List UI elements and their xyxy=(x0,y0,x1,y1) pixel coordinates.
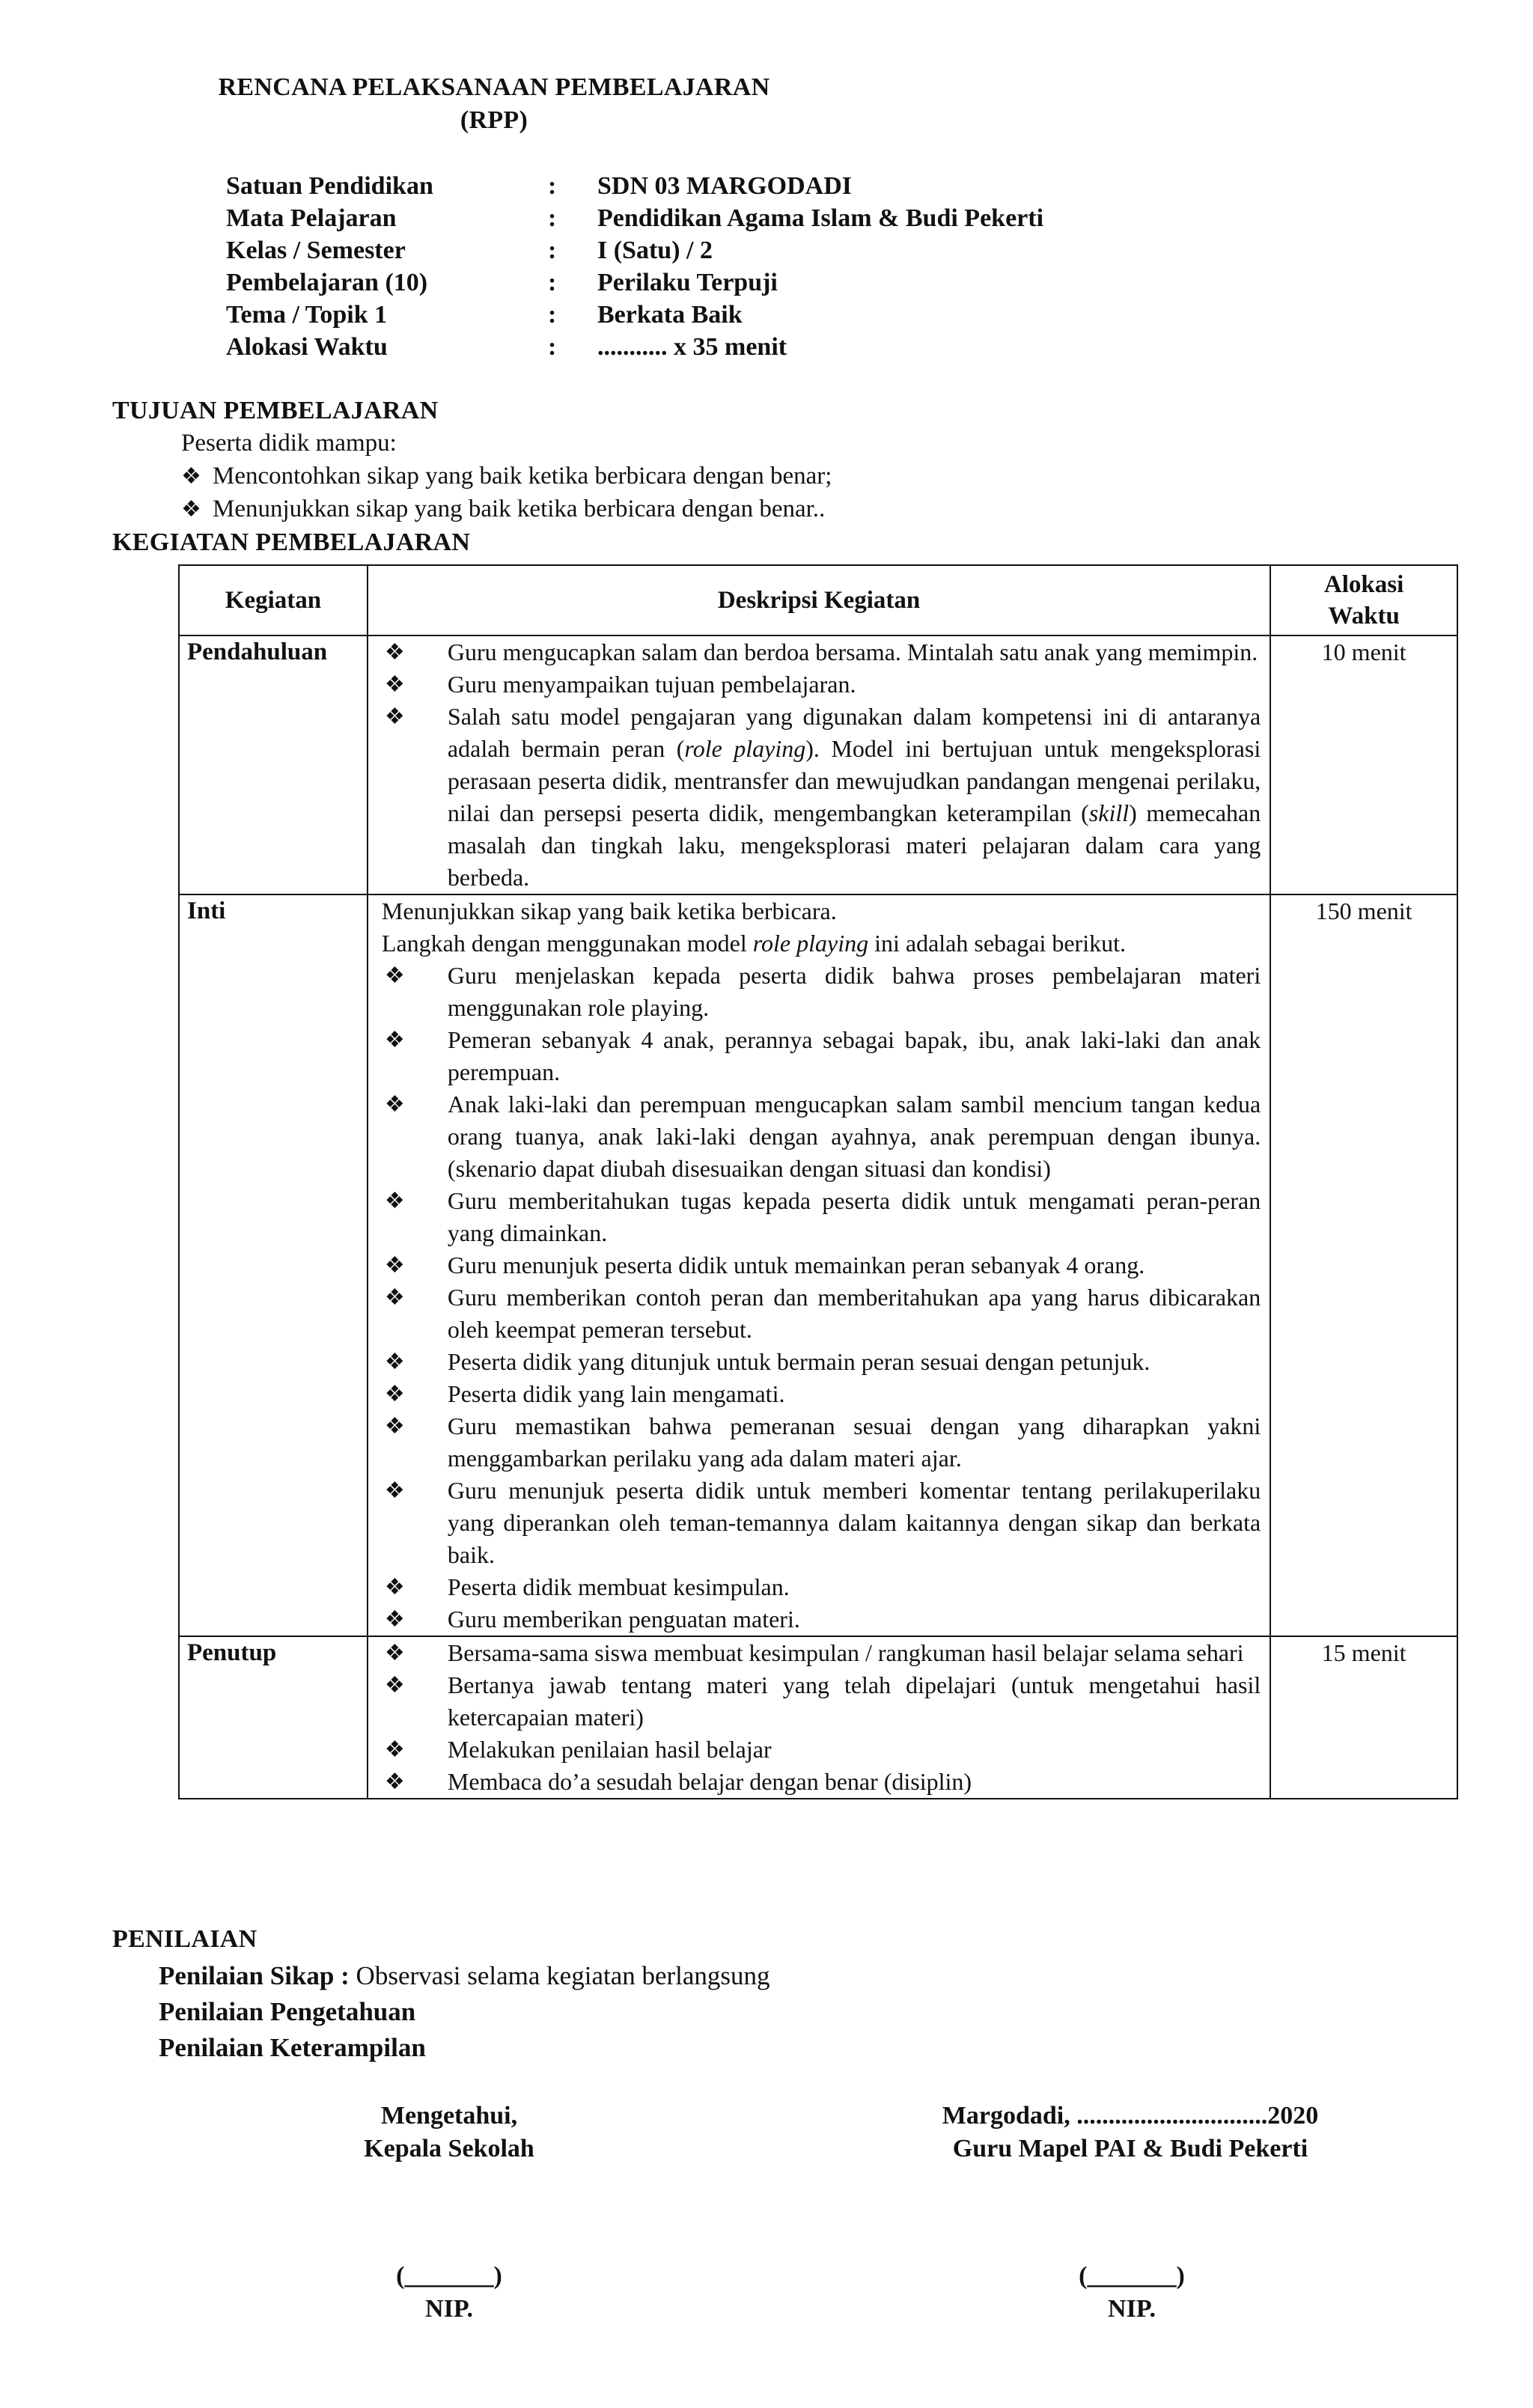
list-item-text: Guru menunjuk peserta didik untuk memainkan peran sebanyak 4 orang. xyxy=(447,1252,1145,1278)
inti-intro: Menunjukkan sikap yang baik ketika berbicara. xyxy=(381,897,837,924)
list-item xyxy=(382,668,1261,701)
list-item-text: Guru memberikan contoh peran dan memberitahukan apa yang harus dibicarakan oleh keempat pemeran tersebut. xyxy=(447,1284,1261,1343)
identity-value: Perilaku Terpuji xyxy=(597,269,778,296)
column-header-kegiatan: Kegiatan xyxy=(179,565,368,635)
list-item xyxy=(382,1766,1261,1798)
tujuan-intro: Peserta didik mampu: xyxy=(181,430,397,457)
diamond-bullet-icon: ❖ xyxy=(384,1575,405,1600)
list-item-text: Bertanya jawab tentang materi yang telah dipelajari (untuk mengetahui hasil ketercapaian materi) xyxy=(447,1671,1261,1731)
diamond-bullet-icon: ❖ xyxy=(384,1285,405,1310)
penilaian-sikap xyxy=(159,1961,770,1991)
list-item-text: Peserta didik membuat kesimpulan. xyxy=(447,1573,790,1600)
list-item xyxy=(382,1346,1261,1378)
list-item xyxy=(382,1734,1261,1766)
penilaian-pengetahuan xyxy=(159,1997,415,2027)
phase-label: Inti xyxy=(179,894,368,1636)
list-item-text: Peserta didik yang ditunjuk untuk bermain peran sesuai dengan petunjuk. xyxy=(447,1348,1150,1375)
identity-colon: : xyxy=(548,269,557,296)
diamond-bullet-icon: ❖ xyxy=(384,1189,405,1213)
paragraph-text: Langkah dengan menggunakan model xyxy=(381,930,753,957)
identity-label: Alokasi Waktu xyxy=(226,333,388,361)
tujuan-item-text: Mencontohkan sikap yang baik ketika berbicara dengan benar; xyxy=(213,463,832,490)
identity-label: Mata Pelajaran xyxy=(226,204,397,232)
diamond-bullet-icon: ❖ xyxy=(384,640,405,665)
identity-colon: : xyxy=(548,333,557,361)
diamond-bullet-icon: ❖ xyxy=(384,1641,405,1665)
phase-time: 15 menit xyxy=(1270,1636,1457,1799)
diamond-bullet-icon: ❖ xyxy=(181,464,201,489)
list-item xyxy=(382,636,1261,668)
activity-table xyxy=(178,564,1458,1799)
tujuan-item xyxy=(181,496,825,523)
list-item xyxy=(382,1571,1261,1603)
identity-colon: : xyxy=(548,237,557,264)
identity-value: SDN 03 MARGODADI xyxy=(597,172,852,200)
diamond-bullet-icon: ❖ xyxy=(384,1737,405,1762)
list-item xyxy=(382,1475,1261,1571)
signature-left-nip: NIP. xyxy=(425,2295,473,2323)
list-item xyxy=(382,960,1261,1024)
document-title: RENCANA PELAKSANAAN PEMBELAJARAN xyxy=(218,73,770,101)
diamond-bullet-icon: ❖ xyxy=(384,1478,405,1503)
list-item xyxy=(382,1024,1261,1088)
diamond-bullet-icon: ❖ xyxy=(384,963,405,988)
phase-description xyxy=(368,635,1270,894)
penilaian-pengetahuan-label: Penilaian Pengetahuan xyxy=(159,1997,416,2026)
identity-value: Berkata Baik xyxy=(597,301,743,329)
penilaian-sikap-label: Penilaian Sikap : xyxy=(159,1961,350,1990)
list-item-text: Guru memberikan penguatan materi. xyxy=(447,1606,800,1633)
signature-left-line2: Kepala Sekolah xyxy=(364,2135,534,2162)
list-item-text: ) memecahan masalah dan tingkah laku, mengeksplorasi materi pelajaran dalam cara yang berbeda. xyxy=(447,799,1261,891)
list-item-emphasis: role playing xyxy=(684,735,806,762)
diamond-bullet-icon: ❖ xyxy=(384,1092,405,1117)
signature-right-line2: Guru Mapel PAI & Budi Pekerti xyxy=(952,2135,1308,2162)
signature-right-line1: Margodadi, ..............................2020 xyxy=(942,2102,1319,2130)
list-item-text: Guru menjelaskan kepada peserta didik bahwa proses pembelajaran materi menggunakan role playing. xyxy=(447,962,1261,1021)
tujuan-item-text: Menunjukkan sikap yang baik ketika berbicara dengan benar.. xyxy=(213,496,826,522)
penilaian-keterampilan xyxy=(159,2033,426,2063)
list-item-text: Membaca do’a sesudah belajar dengan benar (disiplin) xyxy=(447,1768,972,1795)
phase-description xyxy=(368,894,1270,1636)
diamond-bullet-icon: ❖ xyxy=(384,1382,405,1406)
penilaian-heading: PENILAIAN xyxy=(112,1925,257,1953)
list-item xyxy=(382,1378,1261,1410)
table-row-penutup xyxy=(179,1636,1457,1799)
diamond-bullet-icon: ❖ xyxy=(384,1414,405,1439)
paragraph-text: ini adalah sebagai berikut. xyxy=(868,930,1126,957)
column-header-alokasi-line1: Alokasi xyxy=(1323,571,1404,598)
list-item-text: Guru mengucapkan salam dan berdoa bersama. Mintalah satu anak yang memimpin. xyxy=(447,638,1258,665)
list-item-text: Anak laki-laki dan perempuan mengucapkan salam sambil mencium tangan kedua orang tuanya, anak laki-laki dengan ayahnya, anak perempuan dengan ibunya. (skenario dapat diubah disesuaikan dengan situasi dan kondisi) xyxy=(447,1091,1261,1182)
tujuan-heading: TUJUAN PEMBELAJARAN xyxy=(112,397,439,424)
diamond-bullet-icon: ❖ xyxy=(384,1028,405,1052)
identity-label: Satuan Pendidikan xyxy=(226,172,433,200)
phase-time: 10 menit xyxy=(1270,635,1457,894)
diamond-bullet-icon: ❖ xyxy=(384,1253,405,1278)
identity-colon: : xyxy=(548,301,557,329)
list-item-text: Melakukan penilaian hasil belajar xyxy=(447,1736,772,1763)
diamond-bullet-icon: ❖ xyxy=(384,1770,405,1794)
diamond-bullet-icon: ❖ xyxy=(384,704,405,729)
list-item xyxy=(382,1249,1261,1281)
phase-label: Pendahuluan xyxy=(179,635,368,894)
list-item xyxy=(382,1669,1261,1734)
column-header-deskripsi: Deskripsi Kegiatan xyxy=(368,565,1270,635)
list-item-text: Bersama-sama siswa membuat kesimpulan / rangkuman hasil belajar selama sehari xyxy=(447,1639,1244,1666)
signature-right-name: (_______) xyxy=(1079,2262,1185,2290)
table-row-inti xyxy=(179,894,1457,1636)
list-item-emphasis: skill xyxy=(1088,799,1130,826)
list-item xyxy=(382,1603,1261,1636)
signature-left-name: (_______) xyxy=(396,2262,502,2290)
diamond-bullet-icon: ❖ xyxy=(384,1673,405,1698)
column-header-alokasi xyxy=(1270,565,1457,635)
diamond-bullet-icon: ❖ xyxy=(181,497,201,522)
identity-value: I (Satu) / 2 xyxy=(597,237,713,264)
list-item xyxy=(382,1088,1261,1185)
signature-left-line1: Mengetahui, xyxy=(380,2102,518,2130)
tujuan-item xyxy=(181,463,832,490)
list-item-text: Guru memberitahukan tugas kepada peserta didik untuk mengamati peran-peran yang dimainkan. xyxy=(447,1187,1261,1246)
identity-value: Pendidikan Agama Islam & Budi Pekerti xyxy=(597,204,1044,232)
list-item-text: Peserta didik yang lain mengamati. xyxy=(447,1380,785,1407)
list-item-text: Guru memastikan bahwa pemeranan sesuai dengan yang diharapkan yakni menggambarkan perilaku yang ada dalam materi ajar. xyxy=(447,1412,1261,1472)
list-item xyxy=(382,1410,1261,1475)
list-item-text: Pemeran sebanyak 4 anak, perannya sebagai bapak, ibu, anak laki-laki dan anak perempuan. xyxy=(447,1026,1261,1085)
kegiatan-heading: KEGIATAN PEMBELAJARAN xyxy=(112,528,471,556)
list-item-text: Guru menunjuk peserta didik untuk memberi komentar tentang perilakuperilaku yang diperankan oleh teman-temannya dalam kaitannya dengan sikap dan berkata baik. xyxy=(447,1477,1261,1568)
list-item-text: ). Model ini bertujuan untuk mengeksplorasi perasaan peserta didik, mentransfer dan mewujudkan pandangan mengenai perilaku, nilai dan persepsi peserta didik, mengembangkan keterampilan ( xyxy=(447,735,1261,826)
list-item xyxy=(382,1281,1261,1346)
identity-colon: : xyxy=(548,204,557,232)
phase-description xyxy=(368,1636,1270,1799)
list-item-text: Guru menyampaikan tujuan pembelajaran. xyxy=(447,671,856,698)
signature-right-nip: NIP. xyxy=(1108,2295,1156,2323)
list-item-text: Salah satu model pengajaran yang digunakan dalam kompetensi ini di antaranya adalah bermain peran ( xyxy=(447,703,1261,762)
identity-label: Pembelajaran (10) xyxy=(226,269,428,296)
identity-label: Kelas / Semester xyxy=(226,237,406,264)
phase-time: 150 menit xyxy=(1270,894,1457,1636)
identity-label: Tema / Topik 1 xyxy=(226,301,388,329)
diamond-bullet-icon: ❖ xyxy=(384,1350,405,1374)
penilaian-keterampilan-label: Penilaian Keterampilan xyxy=(159,2033,426,2062)
list-item xyxy=(382,1637,1261,1669)
phase-label: Penutup xyxy=(179,1636,368,1799)
document-subtitle: (RPP) xyxy=(460,106,528,134)
paragraph-emphasis: role playing xyxy=(752,930,869,957)
list-item xyxy=(382,1185,1261,1249)
diamond-bullet-icon: ❖ xyxy=(384,1607,405,1632)
list-item xyxy=(382,701,1261,894)
table-row-pendahuluan xyxy=(179,635,1457,894)
table-header-row xyxy=(179,565,1457,635)
identity-colon: : xyxy=(548,172,557,200)
column-header-alokasi-line2: Waktu xyxy=(1328,603,1400,630)
inti-steps-intro xyxy=(382,927,1261,960)
identity-value: ........... x 35 menit xyxy=(597,333,787,361)
penilaian-sikap-text: Observasi selama kegiatan berlangsung xyxy=(349,1961,770,1990)
diamond-bullet-icon: ❖ xyxy=(384,672,405,697)
